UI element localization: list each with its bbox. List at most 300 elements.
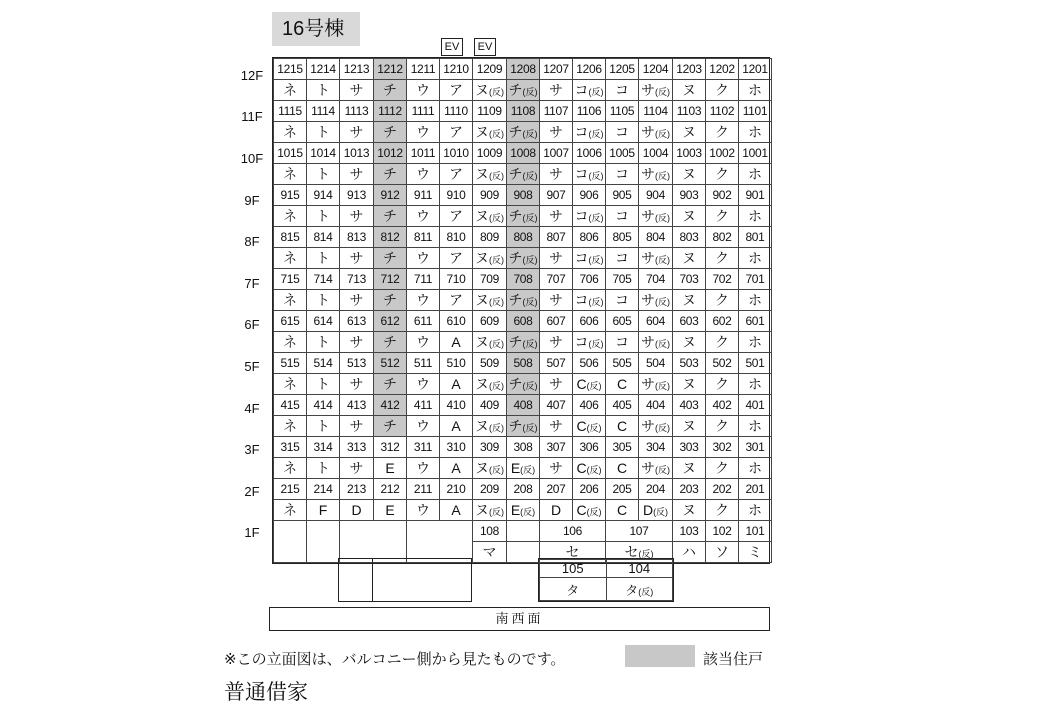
room-type-cell: ヌ — [673, 290, 706, 311]
room-type-cell: コ — [606, 164, 639, 185]
room-number-cell[interactable]: 1213 — [340, 59, 374, 80]
room-type-cell: ネ — [274, 374, 307, 395]
room-number-cell[interactable]: 302 — [706, 437, 739, 458]
room-number-cell[interactable]: 401 — [739, 395, 772, 416]
room-number-cell[interactable]: 405 — [606, 395, 639, 416]
room-number-cell[interactable]: 913 — [340, 185, 374, 206]
room-number-cell[interactable]: 908 — [507, 185, 540, 206]
room-number-cell[interactable]: 715 — [274, 269, 307, 290]
room-type-cell: ホ — [739, 122, 772, 143]
annex-room-number[interactable]: 105 — [540, 560, 607, 578]
elevation-note: ※この立面図は、バルコニー側から見たものです。 — [224, 651, 566, 668]
room-number-cell[interactable]: 1003 — [673, 143, 706, 164]
room-type-cell: C — [606, 416, 639, 437]
room-number-cell[interactable]: 914 — [307, 185, 340, 206]
room-type-cell: F — [307, 500, 340, 521]
room-type-cell: ア — [440, 248, 473, 269]
room-number-cell[interactable]: 1204 — [639, 59, 673, 80]
floor-label: 9F — [244, 192, 260, 208]
room-type-cell: チ — [374, 80, 407, 101]
room-number-cell[interactable]: 511 — [407, 353, 440, 374]
room-number-cell[interactable]: 603 — [673, 311, 706, 332]
room-number-cell[interactable]: 1106 — [573, 101, 606, 122]
room-number-cell[interactable]: 1113 — [340, 101, 374, 122]
room-number-cell[interactable]: 412 — [374, 395, 407, 416]
room-number-cell[interactable]: 508 — [507, 353, 540, 374]
room-type-cell: チ — [374, 164, 407, 185]
room-type-cell: ト — [307, 206, 340, 227]
room-number-cell[interactable]: 1215 — [274, 59, 307, 80]
room-number-cell[interactable]: 506 — [573, 353, 606, 374]
legend-swatch — [625, 645, 695, 667]
room-type-cell: ホ — [739, 164, 772, 185]
room-number-cell[interactable]: 912 — [374, 185, 407, 206]
room-number-cell[interactable]: 207 — [540, 479, 573, 500]
room-number-cell[interactable]: 1212 — [374, 59, 407, 80]
room-number-cell[interactable]: 902 — [706, 185, 739, 206]
room-number-cell[interactable]: 307 — [540, 437, 573, 458]
room-type-cell: コ — [606, 248, 639, 269]
empty-cell — [507, 542, 540, 563]
room-type-cell: ネ — [274, 416, 307, 437]
room-number-cell[interactable]: 613 — [340, 311, 374, 332]
floor-label: 6F — [244, 317, 260, 333]
room-type-cell: C — [606, 458, 639, 479]
room-type-cell: チ(反) — [507, 416, 540, 437]
room-type-cell: ネ — [274, 80, 307, 101]
room-number-cell[interactable]: 705 — [606, 269, 639, 290]
room-number-cell[interactable]: 1110 — [440, 101, 473, 122]
room-number-cell[interactable]: 303 — [673, 437, 706, 458]
room-type-cell: ク — [706, 122, 739, 143]
room-type-cell: C — [606, 374, 639, 395]
room-number-cell[interactable]: 807 — [540, 227, 573, 248]
room-number-cell[interactable]: 309 — [473, 437, 507, 458]
room-number-cell[interactable]: 409 — [473, 395, 507, 416]
room-number-cell[interactable]: 512 — [374, 353, 407, 374]
room-number-cell[interactable]: 1202 — [706, 59, 739, 80]
room-type-cell: チ(反) — [507, 290, 540, 311]
room-number-cell[interactable]: 710 — [440, 269, 473, 290]
room-number-cell[interactable]: 1008 — [507, 143, 540, 164]
annex-room-number[interactable]: 104 — [606, 560, 673, 578]
room-type-cell: ウ — [407, 500, 440, 521]
room-type-cell: ア — [440, 122, 473, 143]
room-type-cell: コ — [606, 206, 639, 227]
room-number-cell[interactable]: 1002 — [706, 143, 739, 164]
room-number-cell[interactable]: 1010 — [440, 143, 473, 164]
empty-cell — [407, 521, 473, 563]
annex-room-type: タ — [540, 578, 607, 601]
room-number-cell[interactable]: 906 — [573, 185, 606, 206]
room-type-cell: ヌ(反) — [473, 80, 507, 101]
room-number-cell[interactable]: 903 — [673, 185, 706, 206]
room-number-cell[interactable]: 811 — [407, 227, 440, 248]
room-type-cell: ヌ — [673, 374, 706, 395]
room-type-cell: C — [606, 500, 639, 521]
room-number-cell[interactable]: 605 — [606, 311, 639, 332]
room-type-cell: E(反) — [507, 458, 540, 479]
room-number-cell[interactable]: 210 — [440, 479, 473, 500]
room-type-cell: ネ — [274, 290, 307, 311]
room-type-cell: E — [374, 458, 407, 479]
room-number-cell[interactable]: 106 — [540, 521, 606, 542]
room-number-cell[interactable]: 201 — [739, 479, 772, 500]
room-number-cell[interactable]: 204 — [639, 479, 673, 500]
room-number-cell[interactable]: 1214 — [307, 59, 340, 80]
room-number-cell[interactable]: 1210 — [440, 59, 473, 80]
room-type-cell: ヌ — [673, 122, 706, 143]
room-type-cell: ト — [307, 248, 340, 269]
room-number-cell[interactable]: 206 — [573, 479, 606, 500]
room-type-cell: サ — [540, 80, 573, 101]
room-type-cell: ネ — [274, 500, 307, 521]
room-number-cell[interactable]: 1004 — [639, 143, 673, 164]
room-number-cell[interactable]: 904 — [639, 185, 673, 206]
facade-direction-label: 南西面 — [269, 607, 770, 631]
floor-label: 8F — [244, 234, 260, 250]
room-number-cell[interactable]: 1011 — [407, 143, 440, 164]
room-type-cell: コ(反) — [573, 206, 606, 227]
room-type-cell: ヌ — [673, 206, 706, 227]
room-type-cell: ト — [307, 164, 340, 185]
room-number-cell[interactable]: 1102 — [706, 101, 739, 122]
legend-label: 該当住戸 — [703, 651, 764, 668]
room-number-cell[interactable]: 911 — [407, 185, 440, 206]
room-number-cell[interactable]: 1105 — [606, 101, 639, 122]
room-number-cell[interactable]: 1115 — [274, 101, 307, 122]
unit-table — [273, 58, 772, 563]
room-number-cell[interactable]: 702 — [706, 269, 739, 290]
room-type-cell: セ — [540, 542, 606, 563]
floor-label: 10F — [240, 151, 264, 166]
room-type-cell: ア — [440, 206, 473, 227]
room-number-cell[interactable]: 606 — [573, 311, 606, 332]
room-number-cell[interactable]: 711 — [407, 269, 440, 290]
room-type-cell: コ(反) — [573, 122, 606, 143]
room-number-cell[interactable]: 1206 — [573, 59, 606, 80]
room-number-cell[interactable]: 615 — [274, 311, 307, 332]
room-type-cell: サ — [540, 248, 573, 269]
floor-label: 5F — [244, 359, 260, 374]
room-number-cell[interactable]: 604 — [639, 311, 673, 332]
room-number-cell[interactable]: 408 — [507, 395, 540, 416]
room-type-cell: ハ — [673, 542, 706, 563]
room-type-cell: チ(反) — [507, 332, 540, 353]
room-number-cell[interactable]: 614 — [307, 311, 340, 332]
room-number-cell[interactable]: 1211 — [407, 59, 440, 80]
room-number-cell[interactable]: 1201 — [739, 59, 772, 80]
room-type-cell: ホ — [739, 500, 772, 521]
room-type-cell: ネ — [274, 122, 307, 143]
room-number-cell[interactable]: 1005 — [606, 143, 639, 164]
room-number-cell[interactable]: 215 — [274, 479, 307, 500]
room-number-cell[interactable]: 214 — [307, 479, 340, 500]
room-type-cell: サ(反) — [639, 206, 673, 227]
room-number-cell[interactable]: 703 — [673, 269, 706, 290]
room-type-cell: サ — [540, 332, 573, 353]
room-type-cell: ヌ(反) — [473, 374, 507, 395]
room-type-cell: チ — [374, 374, 407, 395]
room-number-cell[interactable]: 814 — [307, 227, 340, 248]
room-number-cell[interactable]: 103 — [673, 521, 706, 542]
room-type-cell: ア — [440, 80, 473, 101]
room-number-cell[interactable]: 311 — [407, 437, 440, 458]
room-type-cell: チ — [374, 206, 407, 227]
room-number-cell[interactable]: 213 — [340, 479, 374, 500]
room-number-cell[interactable]: 407 — [540, 395, 573, 416]
elevation-grid — [272, 57, 770, 564]
room-type-cell: ト — [307, 458, 340, 479]
room-number-cell[interactable]: 501 — [739, 353, 772, 374]
room-number-cell[interactable]: 513 — [340, 353, 374, 374]
room-type-cell: チ(反) — [507, 122, 540, 143]
floor-label: 3F — [244, 442, 260, 458]
room-number-cell[interactable]: 1007 — [540, 143, 573, 164]
room-type-cell: ヌ(反) — [473, 416, 507, 437]
room-type-cell: コ — [606, 122, 639, 143]
room-type-cell: サ(反) — [639, 458, 673, 479]
room-type-cell: サ(反) — [639, 332, 673, 353]
room-type-cell: マ — [473, 542, 507, 563]
room-number-cell[interactable]: 1101 — [739, 101, 772, 122]
room-number-cell[interactable]: 804 — [639, 227, 673, 248]
room-type-cell: コ — [606, 332, 639, 353]
room-number-cell[interactable]: 708 — [507, 269, 540, 290]
room-type-cell: サ(反) — [639, 122, 673, 143]
room-type-cell: ヌ(反) — [473, 332, 507, 353]
room-type-cell: サ(反) — [639, 416, 673, 437]
room-number-cell[interactable]: 308 — [507, 437, 540, 458]
room-number-cell[interactable]: 709 — [473, 269, 507, 290]
room-number-cell[interactable]: 802 — [706, 227, 739, 248]
room-number-cell[interactable]: 305 — [606, 437, 639, 458]
room-number-cell[interactable]: 108 — [473, 521, 507, 542]
room-number-cell[interactable]: 808 — [507, 227, 540, 248]
room-number-cell[interactable]: 1111 — [407, 101, 440, 122]
room-type-cell: サ — [540, 164, 573, 185]
room-number-cell[interactable]: 1205 — [606, 59, 639, 80]
room-number-cell[interactable]: 1207 — [540, 59, 573, 80]
room-number-cell[interactable]: 1014 — [307, 143, 340, 164]
room-type-cell: サ(反) — [639, 80, 673, 101]
room-number-cell[interactable]: 414 — [307, 395, 340, 416]
room-type-cell: ホ — [739, 458, 772, 479]
room-number-cell[interactable]: 504 — [639, 353, 673, 374]
room-number-cell[interactable]: 707 — [540, 269, 573, 290]
room-number-cell[interactable]: 410 — [440, 395, 473, 416]
room-type-cell: チ(反) — [507, 80, 540, 101]
room-number-cell[interactable]: 310 — [440, 437, 473, 458]
room-number-cell[interactable]: 712 — [374, 269, 407, 290]
room-number-cell[interactable]: 514 — [307, 353, 340, 374]
room-number-cell[interactable]: 301 — [739, 437, 772, 458]
room-number-cell[interactable]: 102 — [706, 521, 739, 542]
room-number-cell[interactable]: 315 — [274, 437, 307, 458]
room-number-cell[interactable]: 907 — [540, 185, 573, 206]
room-number-cell[interactable]: 810 — [440, 227, 473, 248]
room-number-cell[interactable]: 1203 — [673, 59, 706, 80]
room-type-cell: ク — [706, 206, 739, 227]
room-number-cell[interactable]: 209 — [473, 479, 507, 500]
room-type-cell: E — [374, 500, 407, 521]
room-number-cell[interactable]: 413 — [340, 395, 374, 416]
room-type-cell: A — [440, 332, 473, 353]
room-number-cell[interactable]: 813 — [340, 227, 374, 248]
room-number-cell[interactable]: 801 — [739, 227, 772, 248]
room-number-cell[interactable]: 515 — [274, 353, 307, 374]
room-number-cell[interactable]: 406 — [573, 395, 606, 416]
room-type-cell: ヌ(反) — [473, 290, 507, 311]
room-number-cell[interactable]: 107 — [606, 521, 673, 542]
room-number-cell[interactable]: 909 — [473, 185, 507, 206]
room-number-cell[interactable]: 312 — [374, 437, 407, 458]
room-number-cell[interactable]: 812 — [374, 227, 407, 248]
room-number-cell[interactable]: 607 — [540, 311, 573, 332]
room-number-cell[interactable]: 314 — [307, 437, 340, 458]
room-number-cell[interactable]: 205 — [606, 479, 639, 500]
room-number-cell[interactable]: 815 — [274, 227, 307, 248]
room-type-cell: ソ — [706, 542, 739, 563]
room-type-cell: ヌ(反) — [473, 500, 507, 521]
room-type-cell: ウ — [407, 416, 440, 437]
room-number-cell[interactable]: 602 — [706, 311, 739, 332]
room-type-cell: ク — [706, 80, 739, 101]
room-number-cell[interactable]: 202 — [706, 479, 739, 500]
room-number-cell[interactable]: 915 — [274, 185, 307, 206]
room-number-cell[interactable]: 502 — [706, 353, 739, 374]
room-number-cell[interactable]: 403 — [673, 395, 706, 416]
room-number-cell[interactable]: 415 — [274, 395, 307, 416]
room-type-cell: ホ — [739, 80, 772, 101]
room-number-cell[interactable]: 203 — [673, 479, 706, 500]
room-type-cell: コ(反) — [573, 332, 606, 353]
room-number-cell[interactable]: 404 — [639, 395, 673, 416]
room-type-cell: ク — [706, 500, 739, 521]
room-number-cell[interactable]: 101 — [739, 521, 772, 542]
room-number-cell[interactable]: 1112 — [374, 101, 407, 122]
room-number-cell[interactable]: 806 — [573, 227, 606, 248]
room-number-cell[interactable]: 713 — [340, 269, 374, 290]
lease-type-label: 普通借家 — [224, 681, 308, 704]
room-type-cell: ヌ — [673, 416, 706, 437]
room-type-cell: サ — [540, 458, 573, 479]
room-number-cell[interactable]: 1001 — [739, 143, 772, 164]
room-number-cell[interactable]: 1208 — [507, 59, 540, 80]
room-type-cell: ウ — [407, 248, 440, 269]
empty-cell — [274, 521, 307, 563]
room-type-cell: コ(反) — [573, 80, 606, 101]
room-number-cell[interactable]: 905 — [606, 185, 639, 206]
room-number-cell[interactable]: 306 — [573, 437, 606, 458]
annex-room-type: タ(反) — [606, 578, 673, 601]
room-number-cell[interactable]: 509 — [473, 353, 507, 374]
room-type-cell: ホ — [739, 374, 772, 395]
room-type-cell: ク — [706, 332, 739, 353]
room-type-cell: ヌ(反) — [473, 458, 507, 479]
room-number-cell[interactable]: 411 — [407, 395, 440, 416]
room-type-cell: サ(反) — [639, 290, 673, 311]
room-type-cell: セ(反) — [606, 542, 673, 563]
room-type-cell: サ — [340, 122, 374, 143]
room-number-cell[interactable]: 510 — [440, 353, 473, 374]
room-number-cell[interactable]: 714 — [307, 269, 340, 290]
room-number-cell[interactable]: 505 — [606, 353, 639, 374]
room-number-cell[interactable]: 1013 — [340, 143, 374, 164]
room-type-cell: ク — [706, 164, 739, 185]
room-number-cell[interactable]: 609 — [473, 311, 507, 332]
room-number-cell[interactable]: 1108 — [507, 101, 540, 122]
room-number-cell[interactable]: 1012 — [374, 143, 407, 164]
empty-cell — [507, 521, 540, 542]
room-number-cell[interactable]: 704 — [639, 269, 673, 290]
room-type-cell: A — [440, 374, 473, 395]
room-number-cell[interactable]: 313 — [340, 437, 374, 458]
room-number-cell[interactable]: 805 — [606, 227, 639, 248]
room-type-cell: ヌ — [673, 164, 706, 185]
room-type-cell: ネ — [274, 206, 307, 227]
room-type-cell: サ(反) — [639, 374, 673, 395]
room-number-cell[interactable]: 212 — [374, 479, 407, 500]
room-number-cell[interactable]: 610 — [440, 311, 473, 332]
room-number-cell[interactable]: 1107 — [540, 101, 573, 122]
room-number-cell[interactable]: 803 — [673, 227, 706, 248]
room-type-cell: ヌ — [673, 500, 706, 521]
elevator-label: EV — [474, 38, 496, 56]
room-number-cell[interactable]: 910 — [440, 185, 473, 206]
room-type-cell: サ — [340, 416, 374, 437]
room-type-cell: ク — [706, 248, 739, 269]
room-type-cell: サ — [340, 248, 374, 269]
room-type-cell: E(反) — [507, 500, 540, 521]
room-number-cell[interactable]: 601 — [739, 311, 772, 332]
room-number-cell[interactable]: 1006 — [573, 143, 606, 164]
room-number-cell[interactable]: 507 — [540, 353, 573, 374]
room-number-cell[interactable]: 1114 — [307, 101, 340, 122]
room-type-cell: チ(反) — [507, 248, 540, 269]
building-title: 16号棟 — [272, 12, 360, 46]
room-number-cell[interactable]: 1015 — [274, 143, 307, 164]
room-type-cell: ウ — [407, 290, 440, 311]
room-number-cell[interactable]: 611 — [407, 311, 440, 332]
room-number-cell[interactable]: 208 — [507, 479, 540, 500]
room-type-cell: ヌ(反) — [473, 206, 507, 227]
room-type-cell: ホ — [739, 248, 772, 269]
room-number-cell[interactable]: 1103 — [673, 101, 706, 122]
room-number-cell[interactable]: 1109 — [473, 101, 507, 122]
room-number-cell[interactable]: 701 — [739, 269, 772, 290]
room-type-cell: コ — [606, 290, 639, 311]
room-type-cell: サ — [540, 416, 573, 437]
room-number-cell[interactable]: 211 — [407, 479, 440, 500]
room-number-cell[interactable]: 612 — [374, 311, 407, 332]
room-number-cell[interactable]: 304 — [639, 437, 673, 458]
room-number-cell[interactable]: 503 — [673, 353, 706, 374]
room-number-cell[interactable]: 901 — [739, 185, 772, 206]
room-type-cell: ト — [307, 332, 340, 353]
room-type-cell: ト — [307, 416, 340, 437]
room-type-cell: ヌ(反) — [473, 248, 507, 269]
room-number-cell[interactable]: 706 — [573, 269, 606, 290]
room-type-cell: コ — [606, 80, 639, 101]
room-number-cell[interactable]: 1209 — [473, 59, 507, 80]
room-number-cell[interactable]: 809 — [473, 227, 507, 248]
room-number-cell[interactable]: 402 — [706, 395, 739, 416]
room-type-cell: ク — [706, 374, 739, 395]
room-number-cell[interactable]: 608 — [507, 311, 540, 332]
room-number-cell[interactable]: 1009 — [473, 143, 507, 164]
room-number-cell[interactable]: 1104 — [639, 101, 673, 122]
